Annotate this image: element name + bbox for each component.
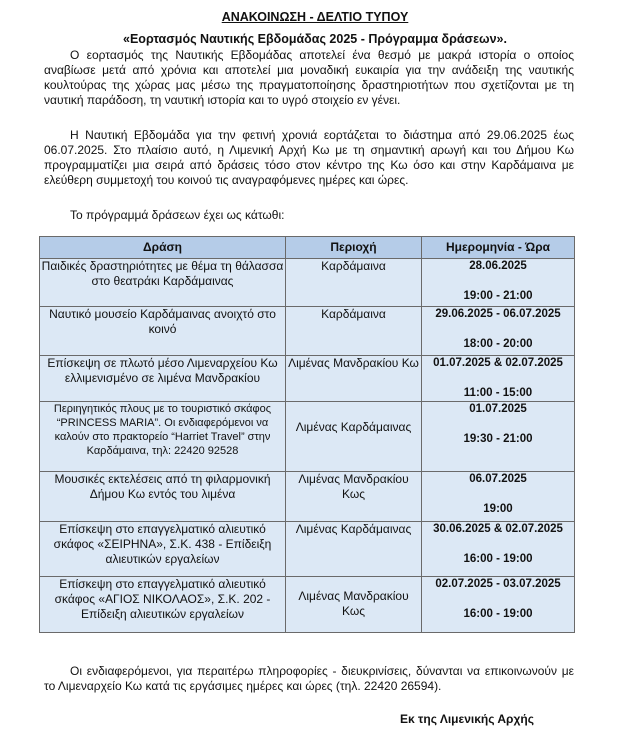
activity-cell: Παιδικές δραστηριότητες με θέμα τη θάλασσα στο θεατράκι Καρδάμαινας <box>40 259 286 307</box>
date-value: 02.07.2025 - 03.07.2025 <box>435 578 561 590</box>
table-row <box>40 522 575 577</box>
table-header-row <box>40 237 575 259</box>
table-row <box>40 472 575 522</box>
area-cell: Λιμένας Καρδάμαινας <box>286 402 422 472</box>
signature: Εκ της Λιμενικής Αρχής <box>400 712 534 726</box>
table-row <box>40 577 575 633</box>
datetime-cell <box>422 259 575 307</box>
table-row <box>40 356 575 402</box>
header-activity: Δράση <box>40 237 286 259</box>
time-value: 19:00 <box>483 503 513 515</box>
table-row <box>40 402 575 472</box>
date-value: 01.07.2025 <box>469 403 527 415</box>
date-value: 01.07.2025 & 02.07.2025 <box>433 357 563 369</box>
area-cell: Καρδάμαινα <box>286 307 422 356</box>
time-value: 16:00 - 19:00 <box>463 608 533 620</box>
date-value: 28.06.2025 <box>469 260 527 272</box>
datetime-cell <box>422 472 575 522</box>
time-value: 19:30 - 21:00 <box>463 433 533 445</box>
time-value: 11:00 - 15:00 <box>463 387 533 399</box>
document-title: ΑΝΑΚΟΙΝΩΣΗ - ΔΕΛΤΙΟ ΤΥΠΟΥ <box>221 10 409 24</box>
header-area: Περιοχή <box>286 237 422 259</box>
time-value: 18:00 - 20:00 <box>463 338 533 350</box>
dates-paragraph: Η Ναυτική Εβδομάδα για την φετινή χρονιά εορτάζεται το διάστημα από 29.06.2025 έως 06.07.2025. Στο πλαίσιο αυτό, η Λιμενική Αρχή Κω με τη σημαντική αρωγή και του Δήμου Κω προγραμματίζει μια σειρά από δράσεις τόσο στον κέντρο της Κω όσο και στην Καρδάμαινα με ελεύθερη συμμετοχή του κοινού τις αναγραφόμενες ημέρες και ώρες. <box>44 128 574 187</box>
datetime-cell <box>422 522 575 577</box>
time-value: 19:00 - 21:00 <box>463 290 533 302</box>
table-row <box>40 259 575 307</box>
activity-cell: Επίσκεψη σε πλωτό μέσο Λιμεναρχείου Κω ελλιμενισμένο σε λιμένα Μανδρακίου <box>40 356 286 402</box>
schedule-intro: Το πρόγραμμά δράσεων έχει ως κάτωθι: <box>70 208 285 222</box>
date-value: 30.06.2025 & 02.07.2025 <box>433 523 563 535</box>
activity-cell: Επίσκεψη στο επαγγελματικό αλιευτικό σκάφος «ΣΕΙΡΗΝΑ», Σ.Κ. 438 - Επίδειξη αλιευτικών εργαλείων <box>40 522 286 577</box>
area-cell: Λιμένας Μανδρακίου Κως <box>286 472 422 522</box>
activity-cell: Μουσικές εκτελέσεις από τη φιλαρμονική Δήμου Κω εντός του λιμένα <box>40 472 286 522</box>
document-subtitle: «Εορτασμός Ναυτικής Εβδομάδας 2025 - Πρόγραμμα δράσεων». <box>123 32 507 46</box>
area-cell: Λιμένας Καρδάμαινας <box>286 522 422 577</box>
header-datetime: Ημερομηνία - Ώρα <box>422 237 575 259</box>
datetime-cell <box>422 402 575 472</box>
date-value: 29.06.2025 - 06.07.2025 <box>435 308 561 320</box>
area-cell: Λιμένας Μανδρακίου Κω <box>286 356 422 402</box>
activity-cell: Ναυτικό μουσείο Καρδάμαινας ανοιχτό στο κοινό <box>40 307 286 356</box>
activity-cell: Περιηγητικός πλους με το τουριστικό σκάφος “PRINCESS MARIA”. Οι ενδιαφερόμενοι να καλούν στο πρακτορείο “Harriet Travel” στην Καρδάμαινα, τηλ: 22420 92528 <box>40 402 286 472</box>
activity-cell: Επίσκεψη στο επαγγελματικό αλιευτικό σκάφος «ΑΓΙΟΣ ΝΙΚΟΛΑΟΣ», Σ.Κ. 202 - Επίδειξη αλιευτικών εργαλείων <box>40 577 286 633</box>
datetime-cell <box>422 356 575 402</box>
intro-paragraph: Ο εορτασμός της Ναυτικής Εβδομάδας αποτελεί ένα θεσμό με μακρά ιστορία ο οποίος αναβίωσε μετά από χρόνια και αποτελεί μια μοναδική ευκαιρία για την ανάδειξη της ναυτικής κουλτούρας της χώρας μας μέσω της πραγματοποίησης δραστηριοτήτων που σχετίζονται με τη ναυτική παράδοση, τη ναυτική ιστορία και το υγρό στοιχείο εν γένει. <box>44 48 574 107</box>
contact-paragraph: Οι ενδιαφερόμενοι, για περαιτέρω πληροφορίες - διευκρινίσεις, δύνανται να επικοινωνούν με το Λιμεναρχείο Κω κατά τις εργάσιμες ημέρες και ώρες (τηλ. 22420 26594). <box>44 664 574 693</box>
time-value: 16:00 - 19:00 <box>463 553 533 565</box>
date-value: 06.07.2025 <box>469 473 527 485</box>
datetime-cell <box>422 307 575 356</box>
area-cell: Καρδάμαινα <box>286 259 422 307</box>
table-row <box>40 307 575 356</box>
datetime-cell <box>422 577 575 633</box>
schedule-table <box>39 236 575 633</box>
area-cell: Λιμένας Μανδρακίου Κως <box>286 577 422 633</box>
